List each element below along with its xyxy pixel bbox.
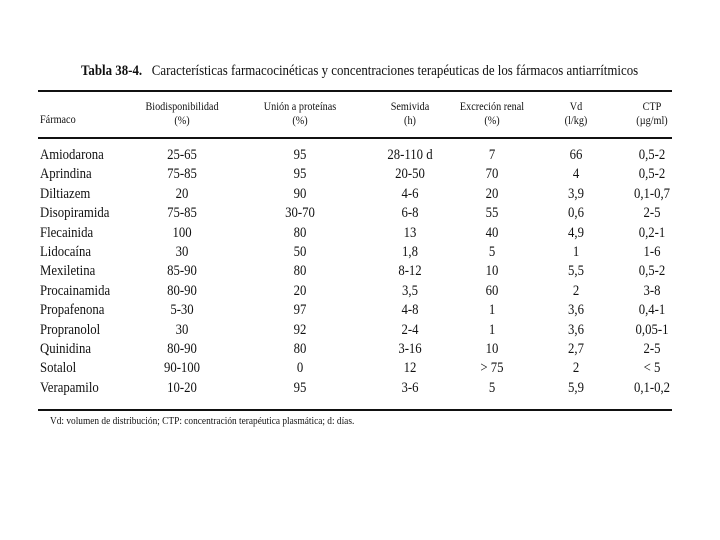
header-line1: CTP [642, 99, 662, 113]
drug-name: Mexiletina [40, 263, 96, 280]
table-cell: 40 [485, 224, 499, 241]
table-cell: 0,6 [568, 205, 584, 222]
table-cell: 20 [293, 282, 307, 299]
table-number: Tabla 38-4. [80, 63, 143, 79]
column-header [145, 99, 218, 127]
table-cell: 30 [175, 244, 189, 260]
column-header [264, 99, 337, 127]
table-cell: 3,5 [402, 282, 418, 299]
drug-name: Disopiramida [40, 205, 110, 222]
drug-name: Amiodarona [40, 147, 104, 163]
header-rule [38, 137, 672, 139]
table-cell: 97 [293, 302, 307, 319]
header-line2: (%) [174, 113, 190, 127]
drug-name: Sotalol [40, 360, 77, 377]
table-cell: 0 [296, 360, 304, 377]
table-cell: 20-50 [395, 166, 425, 183]
table-cell: 100 [172, 224, 192, 241]
header-line2: (%) [484, 113, 500, 127]
table-cell: 95 [293, 379, 307, 396]
table-cell: 5-30 [170, 302, 194, 319]
column-header [40, 112, 76, 126]
top-rule [38, 90, 672, 92]
column-header [636, 99, 667, 127]
table-cell: 0,2-1 [638, 224, 666, 241]
table-cell: 4-6 [401, 185, 419, 202]
drug-name: Diltiazem [40, 185, 91, 202]
table-cell: 30-70 [285, 205, 315, 222]
table-cell: 90 [293, 185, 307, 202]
header-line1: Biodisponibilidad [145, 99, 219, 113]
table-cell: 7 [488, 147, 496, 163]
table-cell: 95 [293, 166, 307, 183]
table-cell: 10-20 [167, 379, 197, 396]
table-cell: 3,6 [568, 321, 584, 338]
table-cell: 1-6 [643, 244, 661, 260]
table-cell: 25-65 [167, 147, 197, 163]
table-cell: 80 [293, 263, 307, 280]
header-line2: (%) [292, 113, 308, 127]
table-cell: 0,05-1 [635, 321, 669, 338]
table-cell: 3,6 [568, 302, 584, 319]
drug-name: Procainamida [40, 282, 111, 299]
header-line1: Vd [569, 99, 583, 113]
header-line1: Unión a proteínas [263, 99, 337, 113]
table-cell: 75-85 [167, 205, 197, 222]
table-title [50, 63, 669, 80]
table-cell: 0,5-2 [638, 263, 666, 280]
table-cell: 5,9 [568, 379, 584, 396]
table-cell: < 5 [643, 360, 661, 377]
drug-name: Propafenona [40, 302, 105, 319]
table-cell: 0,1-0,7 [633, 185, 671, 202]
table-cell: 60 [485, 282, 499, 299]
table-cell: 95 [293, 147, 307, 163]
table-cell: 50 [293, 244, 307, 260]
table-cell: 30 [175, 321, 189, 338]
table-cell: 92 [293, 321, 307, 338]
table-cell: 20 [485, 185, 499, 202]
table-cell: 4,9 [568, 224, 584, 241]
table-cell: 10 [485, 341, 499, 357]
table-cell: 66 [569, 147, 583, 163]
table-cell: 3,9 [568, 185, 584, 202]
header-line1: Excreción renal [459, 99, 525, 113]
table-cell: 5 [488, 244, 496, 260]
header-line2: (l/kg) [564, 113, 588, 127]
table-cell: 3-6 [401, 379, 419, 396]
table-cell: 13 [403, 224, 417, 241]
drug-name: Lidocaína [40, 244, 91, 260]
drug-name: Flecainida [40, 224, 94, 241]
header-line1: Fármaco [40, 112, 76, 126]
table-cell: 80 [293, 224, 307, 241]
column-header [391, 99, 430, 127]
column-header [565, 99, 588, 127]
table-cell: 2-5 [643, 341, 661, 357]
header-line2: (µg/ml) [636, 113, 668, 127]
table-cell: 4-8 [401, 302, 419, 319]
table-cell: 1,8 [402, 244, 418, 260]
table-cell: 2-5 [643, 205, 661, 222]
bottom-rule [38, 409, 672, 411]
table-cell: 6-8 [401, 205, 419, 222]
table-cell: 70 [485, 166, 499, 183]
table-cell: 12 [403, 360, 417, 377]
header-line1: Semivida [390, 99, 430, 113]
table-cell: 1 [488, 302, 496, 319]
table-cell: 8-12 [398, 263, 422, 280]
header-line2: (h) [404, 113, 416, 127]
table-cell: 2 [572, 282, 580, 299]
table-cell: 4 [572, 166, 580, 183]
table-cell: 3-8 [643, 282, 661, 299]
table-cell: 80-90 [167, 282, 197, 299]
table-cell: 90-100 [163, 360, 201, 377]
table-cell: 0,1-0,2 [633, 379, 671, 396]
drug-name: Quinidina [40, 341, 91, 357]
table-cell: 2,7 [568, 341, 584, 357]
table-cell: 80 [293, 341, 307, 357]
column-header [460, 99, 524, 127]
table-cell: 55 [485, 205, 499, 222]
drug-name: Aprindina [40, 166, 92, 183]
table-cell: 5,5 [568, 263, 584, 280]
drug-name: Propranolol [40, 321, 101, 338]
table-cell: 20 [175, 185, 189, 202]
table-cell: 75-85 [167, 166, 197, 183]
table-cell: 2 [572, 360, 580, 377]
table-cell: 85-90 [167, 263, 197, 280]
table-cell: 2-4 [401, 321, 419, 338]
table-cell: > 75 [480, 360, 504, 377]
drug-name: Verapamilo [40, 379, 99, 396]
table-cell: 0,4-1 [638, 302, 666, 319]
table-cell: 0,5-2 [638, 147, 666, 163]
table-cell: 28-110 d [387, 147, 433, 163]
table-cell: 5 [488, 379, 496, 396]
footnote: Vd: volumen de distribución; CTP: concentración terapéutica plasmática; d: días. [50, 415, 355, 427]
table-cell: 10 [485, 263, 499, 280]
table-caption: Características farmacocinéticas y concentraciones terapéuticas de los fármacos antiarrítmicos [151, 63, 639, 79]
table-cell: 1 [572, 244, 580, 260]
table-cell: 1 [488, 321, 496, 338]
table-cell: 3-16 [398, 341, 422, 357]
table-cell: 80-90 [167, 341, 197, 357]
table-cell: 0,5-2 [638, 166, 666, 183]
